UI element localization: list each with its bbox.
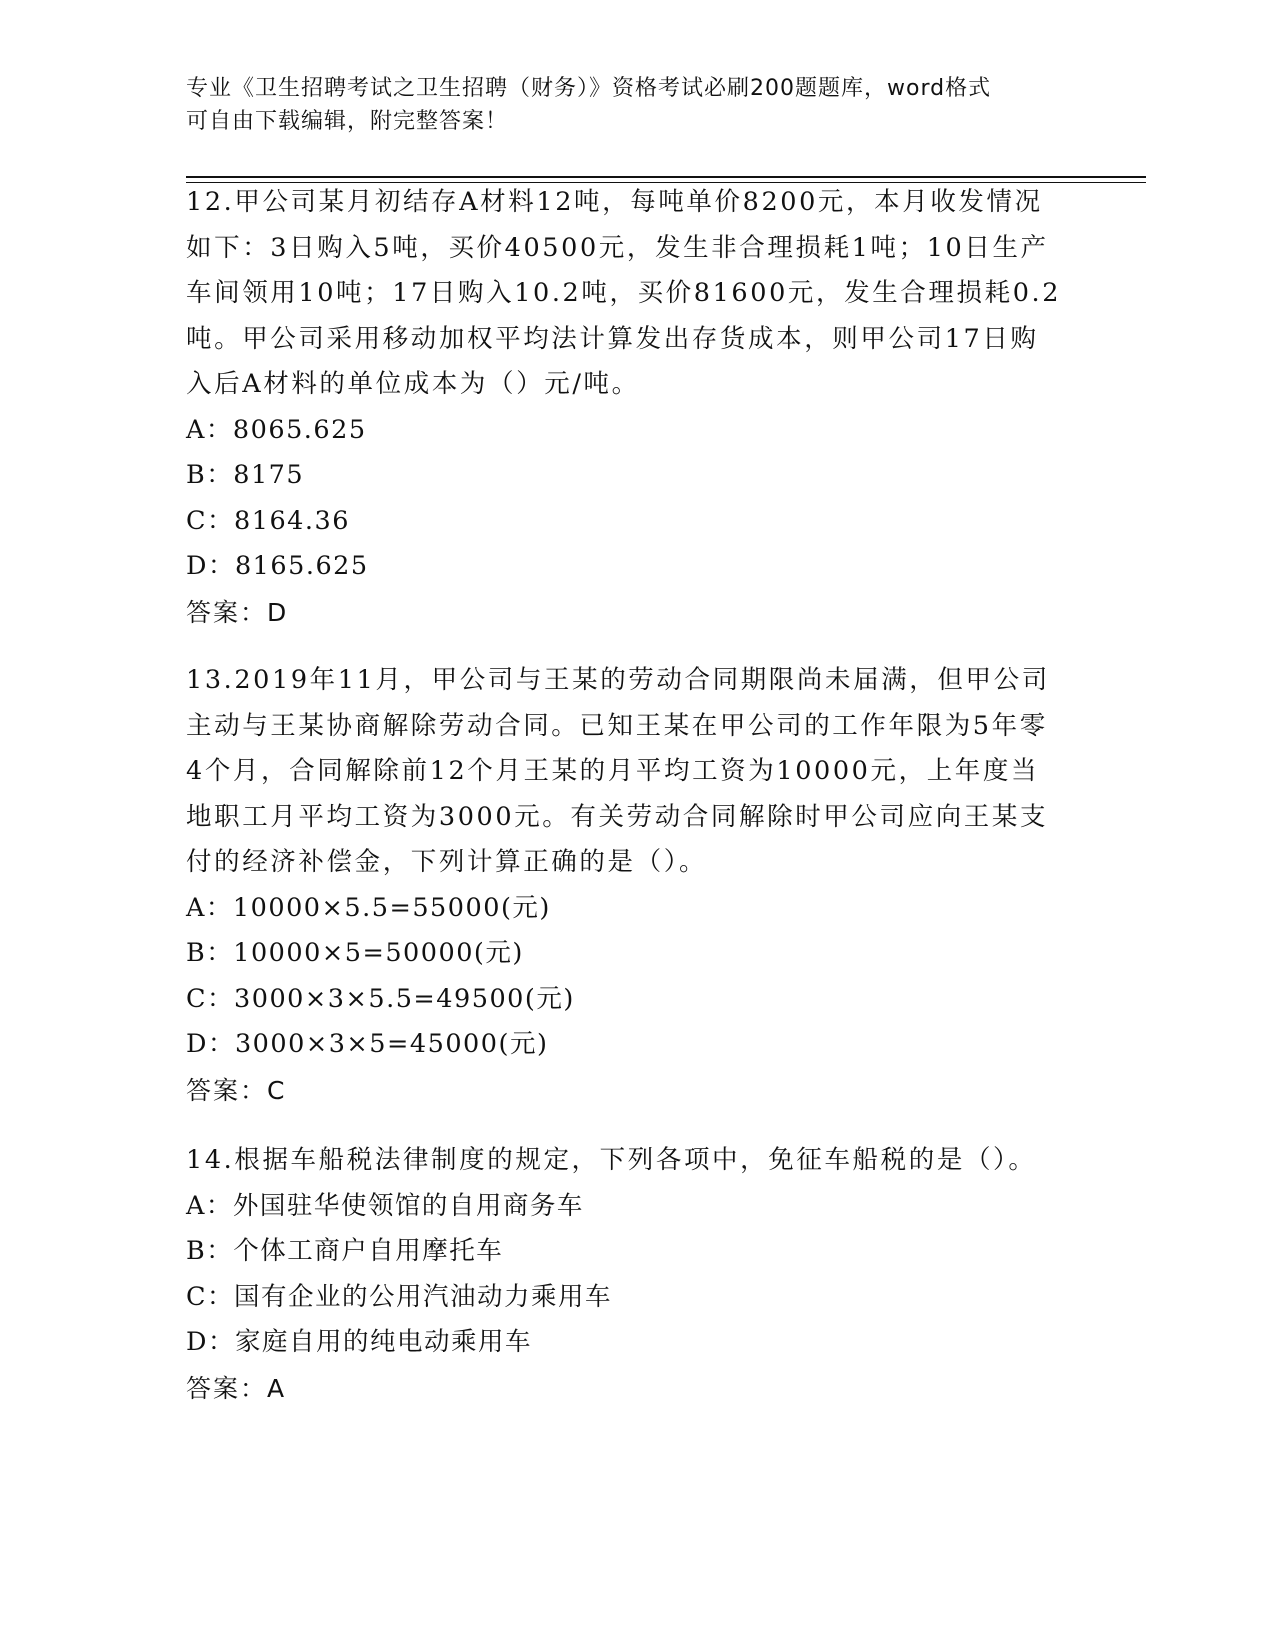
question-stem: 13.2019年11月，甲公司与王某的劳动合同期限尚未届满，但甲公司主动与王某协商解除劳动合同。已知王某在甲公司的工作年限为5年零4个月，合同解除前12个月王某的月平均工资为10000元，上年度当地职工月平均工资为3000元。有关劳动合同解除时甲公司应向王某支付的经济补偿金，下列计算正确的是（）。 [186,665,1050,877]
question-13 [186,658,1066,1113]
option-a: A：10000×5.5=55000(元) [186,892,551,923]
answer: 答案：A [186,1373,287,1403]
question-12 [186,180,1066,635]
option-d: D：3000×3×5=45000(元) [186,1029,549,1059]
header-line-2: 可自由下载编辑，附完整答案！ [186,109,509,134]
header-line-1: 专业《卫生招聘考试之卫生招聘（财务）》资格考试必刷200题题库，word格式 [186,76,992,101]
option-c: C：3000×3×5.5=49500(元) [186,983,575,1014]
answer: 答案：C [186,1075,287,1105]
answer: 答案：D [186,597,289,627]
option-a: A：8065.625 [186,414,367,445]
option-b: B：10000×5=50000(元) [186,938,524,968]
option-a: A：外国驻华使领馆的自用商务车 [186,1190,584,1221]
document-header [186,72,1066,138]
option-c: C：国有企业的公用汽油动力乘用车 [186,1281,613,1312]
option-c: C：8164.36 [186,505,350,536]
option-b: B：8175 [186,460,305,490]
question-14 [186,1138,1066,1411]
option-b: B：个体工商户自用摩托车 [186,1236,504,1266]
question-stem: 12.甲公司某月初结存A材料12吨，每吨单价8200元，本月收发情况如下：3日购入5吨，买价40500元，发生非合理损耗1吨；10日生产车间领用10吨；17日购入10.2吨，买价81600元，发生合理损耗0.2吨。甲公司采用移动加权平均法计算发出存货成本，则甲公司17日购入后A材料的单位成本为（）元/吨。 [186,187,1062,399]
question-stem: 14.根据车船税法律制度的规定，下列各项中，免征车船税的是（）。 [186,1145,1037,1175]
option-d: D：家庭自用的纯电动乘用车 [186,1327,532,1357]
option-d: D：8165.625 [186,551,369,581]
header-divider-thick [186,176,1146,178]
